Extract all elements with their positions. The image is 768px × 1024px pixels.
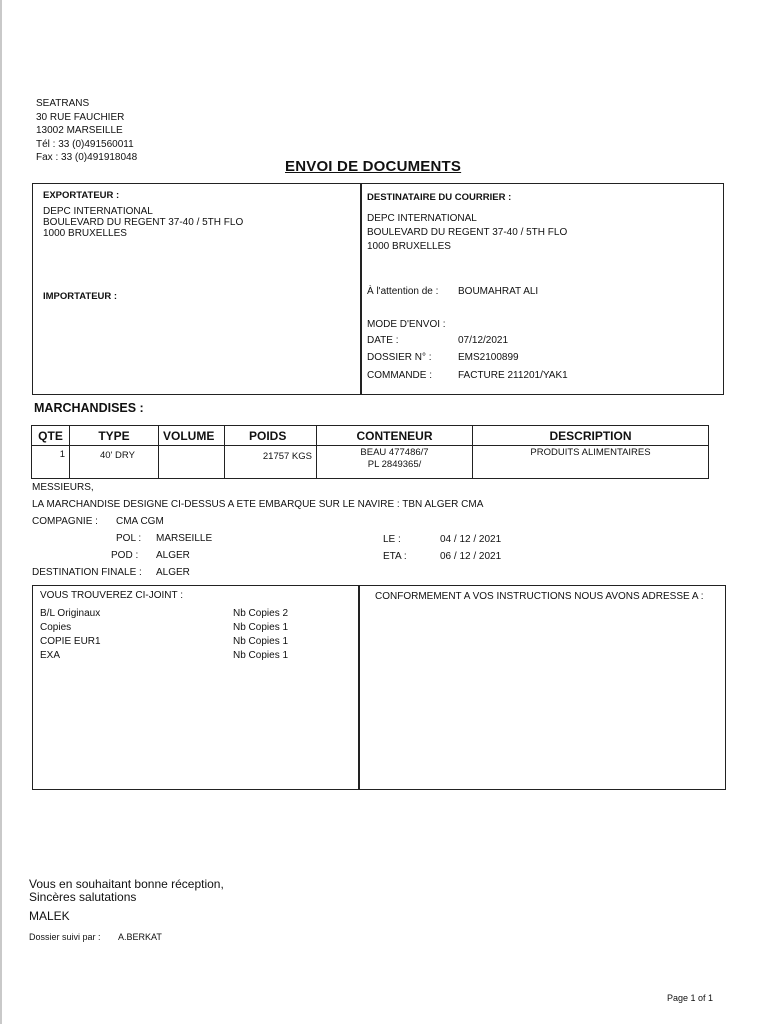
attention-label: À l'attention de : xyxy=(367,286,439,297)
marchandises-table xyxy=(31,425,709,479)
header-poids: POIDS xyxy=(225,426,317,446)
sender-fax: Fax : 33 (0)491918048 xyxy=(36,152,138,163)
commande-value: FACTURE 211201/YAK1 xyxy=(458,370,568,381)
table-row xyxy=(32,446,709,479)
copies-count: Nb Copies 1 xyxy=(233,636,289,647)
list-item: EXA xyxy=(40,650,61,661)
cell-type: 40' DRY xyxy=(70,446,159,479)
attention-value: BOUMAHRAT ALI xyxy=(458,286,539,297)
address-box-divider xyxy=(360,183,362,395)
le-value: 04 / 12 / 2021 xyxy=(440,534,502,545)
header-description: DESCRIPTION xyxy=(473,426,709,446)
exportateur-label: EXPORTATEUR : xyxy=(43,190,120,201)
header-qte: QTE xyxy=(32,426,70,446)
copies-count: Nb Copies 2 xyxy=(233,608,289,619)
copies-count: Nb Copies 1 xyxy=(233,622,289,633)
destination-value: ALGER xyxy=(156,567,190,578)
suivi-label: Dossier suivi par : xyxy=(29,932,101,942)
ci-joint-copies xyxy=(233,607,288,663)
dossier-value: EMS2100899 xyxy=(458,352,519,363)
page-number: Page 1 of 1 xyxy=(667,993,714,1003)
list-item: COPIE EUR1 xyxy=(40,636,101,647)
sender-address xyxy=(36,97,137,165)
eta-label: ETA : xyxy=(383,551,407,562)
exportateur-street: BOULEVARD DU REGENT 37-40 / 5TH FLO xyxy=(43,217,244,228)
compagnie-value: CMA CGM xyxy=(116,516,164,527)
compagnie-label: COMPAGNIE : xyxy=(32,516,98,527)
list-item: Copies xyxy=(40,622,72,633)
cell-conteneur xyxy=(317,446,473,479)
documents-box xyxy=(32,585,726,790)
cell-volume xyxy=(159,446,225,479)
scan-edge xyxy=(0,0,2,1024)
destinataire-street: BOULEVARD DU REGENT 37-40 / 5TH FLO xyxy=(367,227,568,238)
suivi-value: A.BERKAT xyxy=(118,932,162,942)
signer-name: MALEK xyxy=(29,909,70,923)
header-type: TYPE xyxy=(70,426,159,446)
copies-count: Nb Copies 1 xyxy=(233,650,289,661)
conteneur-number: BEAU 477486/7 xyxy=(360,447,429,458)
pod-value: ALGER xyxy=(156,550,190,561)
greeting: MESSIEURS, xyxy=(32,482,94,493)
message-body: LA MARCHANDISE DESIGNE CI-DESSUS A ETE EMBARQUE SUR LE NAVIRE : TBN ALGER CMA xyxy=(32,499,484,510)
ci-joint-label: VOUS TROUVEREZ CI-JOINT : xyxy=(40,590,183,601)
list-item: B/L Originaux xyxy=(40,608,101,619)
exportateur-name: DEPC INTERNATIONAL xyxy=(43,206,153,217)
date-value: 07/12/2021 xyxy=(458,335,509,346)
header-conteneur: CONTENEUR xyxy=(317,426,473,446)
closing-salutations: Sincères salutations xyxy=(29,890,137,904)
mode-envoi-label: MODE D'ENVOI : xyxy=(367,319,446,330)
exportateur-city: 1000 BRUXELLES xyxy=(43,228,127,239)
date-label: DATE : xyxy=(367,335,399,346)
cell-poids: 21757 KGS xyxy=(225,446,317,479)
destinataire-label: DESTINATAIRE DU COURRIER : xyxy=(367,192,512,203)
pol-label: POL : xyxy=(116,533,142,544)
destination-label: DESTINATION FINALE : xyxy=(32,567,142,578)
sender-tel: Tél : 33 (0)491560011 xyxy=(36,138,134,150)
marchandises-header-row xyxy=(32,426,709,446)
header-volume: VOLUME xyxy=(159,426,225,446)
eta-value: 06 / 12 / 2021 xyxy=(440,551,502,562)
dossier-label: DOSSIER N° : xyxy=(367,352,432,363)
documents-box-divider xyxy=(358,585,360,790)
conteneur-seal: PL 2849365/ xyxy=(367,459,422,470)
sender-city: 13002 MARSEILLE xyxy=(36,125,123,136)
pol-value: MARSEILLE xyxy=(156,533,213,544)
importateur-label: IMPORTATEUR : xyxy=(43,291,118,302)
pod-label: POD : xyxy=(111,550,139,561)
conformement-text: CONFORMEMENT A VOS INSTRUCTIONS NOUS AVONS ADRESSE A : xyxy=(375,591,704,602)
ci-joint-items xyxy=(40,607,101,663)
destinataire-city: 1000 BRUXELLES xyxy=(367,241,451,252)
le-label: LE : xyxy=(383,534,401,545)
sender-name: SEATRANS xyxy=(36,98,90,109)
document-title: ENVOI DE DOCUMENTS xyxy=(285,158,462,175)
exportateur-address xyxy=(43,206,243,239)
cell-description: PRODUITS ALIMENTAIRES xyxy=(473,446,709,479)
closing-reception: Vous en souhaitant bonne réception, xyxy=(29,877,224,891)
marchandises-label: MARCHANDISES : xyxy=(34,401,144,415)
destinataire-name: DEPC INTERNATIONAL xyxy=(367,213,477,224)
destinataire-address xyxy=(367,212,567,254)
commande-label: COMMANDE : xyxy=(367,370,432,381)
closing-block xyxy=(29,878,224,904)
cell-qte: 1 xyxy=(32,446,70,479)
sender-street: 30 RUE FAUCHIER xyxy=(36,111,125,123)
